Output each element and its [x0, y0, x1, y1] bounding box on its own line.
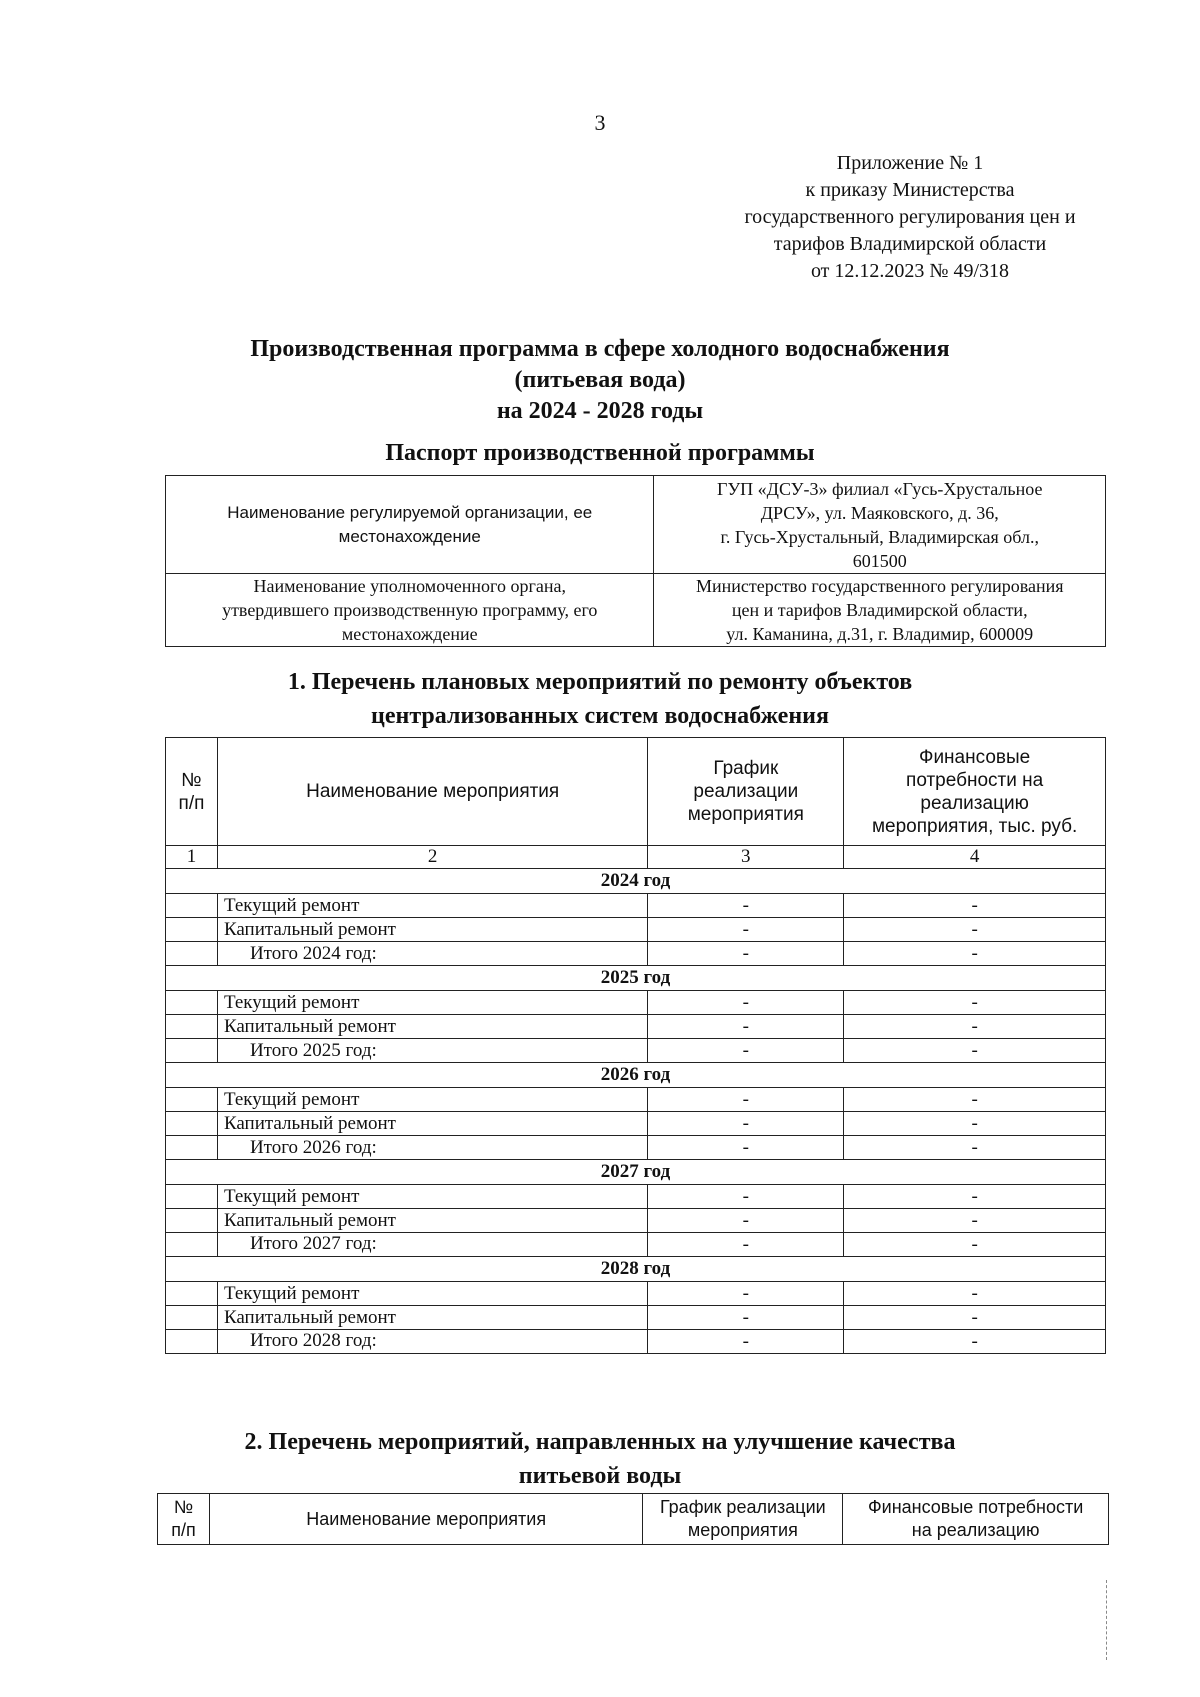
cell-finance: - [844, 1088, 1106, 1112]
table-row [166, 1233, 1106, 1257]
header-line: мероприятия [687, 804, 804, 825]
cell-event-name: Итого 2028 год: [217, 1330, 647, 1354]
header-line: мероприятия, тыс. руб. [871, 815, 1078, 837]
cell-event-name: Капитальный ремонт [217, 1015, 647, 1039]
table-row [166, 942, 1106, 966]
scan-artifact-line [1106, 1580, 1108, 1660]
cell-event-name: Итого 2027 год: [217, 1233, 647, 1257]
cell-finance: - [844, 918, 1106, 942]
column-number: 1 [166, 846, 218, 869]
cell-num [166, 1136, 218, 1160]
cell-num [166, 1112, 218, 1136]
header-line: График реализации [659, 1497, 826, 1517]
year-row [166, 966, 1106, 991]
value-line: ул. Каманина, д.31, г. Владимир, 600009 [726, 624, 1034, 644]
cell-num [166, 991, 218, 1015]
title-line: на 2024 - 2028 годы [496, 398, 704, 424]
table-row [166, 476, 1106, 574]
table-row [166, 918, 1106, 942]
column-number: 2 [217, 846, 647, 869]
year-label: 2024 год [166, 869, 1106, 894]
cell-num [166, 942, 218, 966]
table-row [166, 1039, 1106, 1063]
appendix-line: тарифов Владимирской области [773, 233, 1047, 255]
cell-finance: - [844, 1039, 1106, 1063]
cell-schedule: - [648, 1015, 844, 1039]
cell-event-name: Итого 2026 год: [217, 1136, 647, 1160]
value-line: ДРСУ», ул. Маяковского, д. 36, [760, 502, 999, 523]
appendix-line: к приказу Министерства [805, 179, 1015, 201]
year-label: 2027 год [166, 1160, 1106, 1185]
cell-event-name: Капитальный ремонт [217, 1209, 647, 1233]
cell-num [166, 1015, 218, 1039]
header-line: на реализацию [911, 1520, 1040, 1540]
table-header-row [166, 738, 1106, 846]
header-line: реализации [693, 781, 799, 802]
table-row [166, 1330, 1106, 1354]
cell-num [166, 1185, 218, 1209]
cell-event-name: Текущий ремонт [217, 991, 647, 1015]
cell-schedule: - [648, 1039, 844, 1063]
passport-value [654, 476, 1106, 574]
table-row [166, 1282, 1106, 1306]
cell-event-name: Итого 2025 год: [217, 1039, 647, 1063]
cell-finance: - [844, 1015, 1106, 1039]
column-number-row [166, 846, 1106, 869]
header-line: п/п [171, 1520, 196, 1540]
cell-schedule: - [648, 942, 844, 966]
cell-event-name: Текущий ремонт [217, 1282, 647, 1306]
cell-event-name: Текущий ремонт [217, 894, 647, 918]
year-label: 2026 год [166, 1063, 1106, 1088]
cell-schedule: - [648, 1282, 844, 1306]
header-line: Финансовые потребности [867, 1497, 1084, 1517]
document-title [0, 334, 1200, 427]
appendix-line: государственного регулирования цен и [744, 206, 1076, 228]
appendix-line: Приложение № 1 [836, 152, 984, 174]
table-row [166, 1088, 1106, 1112]
table-header-row [158, 1494, 1109, 1545]
table-row [166, 1112, 1106, 1136]
repair-events-table [165, 737, 1106, 1354]
cell-finance: - [844, 1112, 1106, 1136]
column-number: 4 [844, 846, 1106, 869]
header-num [158, 1494, 210, 1545]
cell-num [166, 1306, 218, 1330]
cell-finance: - [844, 894, 1106, 918]
header-line: реализацию [920, 792, 1029, 814]
title-line: 1. Перечень плановых мероприятий по ремонту объектов [287, 669, 913, 695]
cell-finance: - [844, 942, 1106, 966]
table-row [166, 1185, 1106, 1209]
year-row [166, 869, 1106, 894]
title-line: (питьевая вода) [514, 367, 686, 393]
header-line: мероприятия [687, 1520, 798, 1540]
cell-event-name: Текущий ремонт [217, 1088, 647, 1112]
header-finance [844, 738, 1106, 846]
page-number: 3 [594, 110, 606, 135]
section1-title [0, 665, 1200, 733]
label-line: Наименование уполномоченного органа, [253, 576, 566, 596]
table-row [166, 1015, 1106, 1039]
cell-num [166, 1282, 218, 1306]
header-line: № [181, 769, 202, 791]
label-line: местонахождение [341, 624, 478, 644]
cell-schedule: - [648, 1306, 844, 1330]
header-finance [843, 1494, 1109, 1545]
cell-event-name: Капитальный ремонт [217, 1306, 647, 1330]
cell-schedule: - [648, 991, 844, 1015]
value-line: Министерство государственного регулирования [695, 576, 1064, 596]
cell-schedule: - [648, 1136, 844, 1160]
passport-label [166, 574, 654, 647]
column-number: 3 [648, 846, 844, 869]
cell-finance: - [844, 1136, 1106, 1160]
cell-event-name: Итого 2024 год: [217, 942, 647, 966]
year-row [166, 1257, 1106, 1282]
header-line: График [713, 758, 779, 779]
cell-num [166, 1088, 218, 1112]
cell-schedule: - [648, 918, 844, 942]
title-line: 2. Перечень мероприятий, направленных на улучшение качества [244, 1429, 956, 1455]
cell-schedule: - [648, 1088, 844, 1112]
table-row [166, 1136, 1106, 1160]
title-line: питьевой воды [518, 1463, 682, 1489]
cell-schedule: - [648, 894, 844, 918]
table-row [166, 894, 1106, 918]
table-row [166, 991, 1106, 1015]
label-line: утвердившего производственную программу, его [222, 600, 598, 620]
table-row [166, 1209, 1106, 1233]
header-line: потребности на [906, 769, 1044, 791]
appendix-note [700, 150, 1120, 285]
header-schedule [648, 738, 844, 846]
passport-title: Паспорт производственной программы [385, 440, 815, 466]
value-line: ГУП «ДСУ-3» филиал «Гусь-Хрустальное [717, 478, 1043, 499]
header-line: № [173, 1497, 194, 1517]
year-label: 2028 год [166, 1257, 1106, 1282]
header-name: Наименование мероприятия [209, 1494, 642, 1545]
header-schedule [643, 1494, 843, 1545]
quality-events-table [157, 1493, 1109, 1545]
table-row [166, 574, 1106, 647]
value-line: г. Гусь-Хрустальный, Владимирская обл., [720, 526, 1039, 547]
year-row [166, 1160, 1106, 1185]
cell-num [166, 1330, 218, 1354]
cell-finance: - [844, 1306, 1106, 1330]
cell-schedule: - [648, 1209, 844, 1233]
header-num [166, 738, 218, 846]
title-line: централизованных систем водоснабжения [371, 703, 829, 729]
cell-num [166, 894, 218, 918]
cell-finance: - [844, 1233, 1106, 1257]
header-line: п/п [178, 792, 205, 814]
cell-finance: - [844, 991, 1106, 1015]
cell-finance: - [844, 1330, 1106, 1354]
header-name: Наименование мероприятия [217, 738, 647, 846]
cell-finance: - [844, 1185, 1106, 1209]
cell-num [166, 1233, 218, 1257]
value-line: 601500 [852, 550, 907, 571]
cell-schedule: - [648, 1185, 844, 1209]
cell-schedule: - [648, 1233, 844, 1257]
cell-num [166, 1209, 218, 1233]
passport-value [654, 574, 1106, 647]
cell-schedule: - [648, 1112, 844, 1136]
appendix-line: от 12.12.2023 № 49/318 [810, 260, 1010, 282]
cell-event-name: Капитальный ремонт [217, 1112, 647, 1136]
passport-label: Наименование регулируемой организации, ее местонахождение [166, 476, 654, 574]
passport-table [165, 475, 1106, 647]
table-row [166, 1306, 1106, 1330]
title-line: Производственная программа в сфере холодного водоснабжения [250, 336, 950, 362]
section2-title [0, 1425, 1200, 1493]
year-label: 2025 год [166, 966, 1106, 991]
cell-event-name: Капитальный ремонт [217, 918, 647, 942]
value-line: цен и тарифов Владимирской области, [731, 600, 1028, 620]
cell-finance: - [844, 1209, 1106, 1233]
year-row [166, 1063, 1106, 1088]
cell-schedule: - [648, 1330, 844, 1354]
cell-finance: - [844, 1282, 1106, 1306]
cell-num [166, 1039, 218, 1063]
cell-event-name: Текущий ремонт [217, 1185, 647, 1209]
header-line: Финансовые [919, 746, 1031, 768]
cell-num [166, 918, 218, 942]
